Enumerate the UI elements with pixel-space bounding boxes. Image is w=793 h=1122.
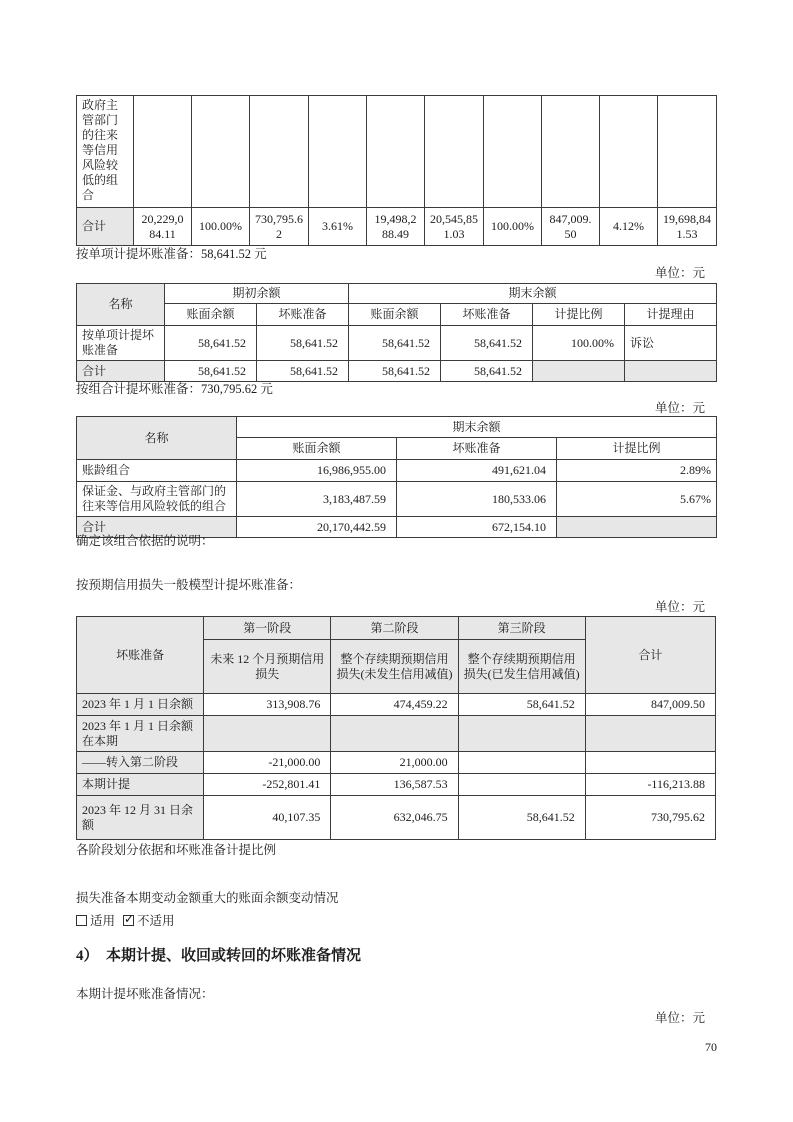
row-label: 2023 年 1 月 1 日余额 — [77, 694, 204, 716]
cell-value: 16,986,955.00 — [237, 460, 397, 482]
cell-value: 4.12% — [600, 208, 658, 246]
checkbox-applicable-label: 适用 — [90, 914, 116, 928]
col-header-ending-balance: 期末余额 — [349, 284, 717, 304]
cell-value: 100.00% — [484, 208, 542, 246]
cell-value: 632,046.75 — [331, 796, 458, 840]
table-header-row — [77, 417, 717, 438]
section-heading — [76, 944, 361, 965]
cell-value: 847,009.50 — [542, 208, 600, 246]
col-header-bad-debt-provision: 坏账准备 — [397, 438, 557, 460]
col-header-book-balance: 账面余额 — [349, 304, 441, 326]
cell-value — [585, 752, 715, 774]
col-header-stage3-desc: 整个存续期预期信用损失(已发生信用减值) — [458, 640, 585, 694]
row-label: 按单项计提坏账准备 — [77, 326, 165, 361]
cell-value: -252,801.41 — [204, 774, 331, 796]
cell-value — [458, 774, 585, 796]
note-portfolio-provision: 按组合计提坏账准备：730,795.62 元 — [76, 382, 273, 396]
col-header-book-balance: 账面余额 — [165, 304, 257, 326]
row-label: 合计 — [77, 208, 134, 246]
table-row-total — [77, 361, 717, 382]
cell-value: 2.89% — [557, 460, 717, 482]
cell-value: 847,009.50 — [585, 694, 715, 716]
col-header-provision-ratio: 计提比例 — [533, 304, 625, 326]
cell-value: 20,545,851.03 — [425, 208, 484, 246]
cell-value — [331, 716, 458, 752]
row-label: 账龄组合 — [77, 460, 237, 482]
portfolio-provision-table — [76, 416, 717, 538]
note-stage-basis: 各阶段划分依据和坏账准备计提比例 — [76, 843, 277, 857]
table-row — [77, 694, 716, 716]
table-row — [77, 482, 717, 517]
cell-value: 474,459.22 — [331, 694, 458, 716]
col-header-provision-reason: 计提理由 — [625, 304, 717, 326]
cell-value: 58,641.52 — [441, 326, 533, 361]
col-header-bad-debt-provision: 坏账准备 — [257, 304, 349, 326]
cell-value: 672,154.10 — [397, 517, 557, 538]
cell-value: 313,908.76 — [204, 694, 331, 716]
cell-value — [367, 96, 425, 208]
table-row-total — [77, 208, 717, 246]
row-label: 本期计提 — [77, 774, 204, 796]
col-header-bad-debt-provision: 坏账准备 — [441, 304, 533, 326]
individual-provision-table — [76, 283, 717, 382]
unit-label: 单位：元 — [654, 401, 705, 415]
section-title: 本期计提、收回或转回的坏账准备情况 — [106, 948, 362, 964]
row-label: 合计 — [77, 361, 165, 382]
col-header-book-balance: 账面余额 — [237, 438, 397, 460]
cell-value — [542, 96, 600, 208]
table-row — [77, 796, 716, 840]
cell-value: -21,000.00 — [204, 752, 331, 774]
col-header-ending-balance: 期末余额 — [237, 417, 717, 438]
cell-value: 58,641.52 — [458, 796, 585, 840]
cell-value — [600, 96, 658, 208]
col-header-stage1: 第一阶段 — [204, 617, 331, 640]
ecl-stage-table — [76, 616, 716, 840]
cell-value — [557, 517, 717, 538]
row-label: 合计 — [77, 517, 237, 538]
table-header-row — [77, 284, 717, 304]
cell-value: 58,641.52 — [441, 361, 533, 382]
table-row — [77, 774, 716, 796]
applicability-row — [76, 911, 175, 929]
cell-value: 730,795.62 — [250, 208, 309, 246]
cell-value: 100.00% — [192, 208, 250, 246]
cell-value: 19,698,841.53 — [658, 208, 717, 246]
table-row — [77, 96, 717, 208]
cell-value: 491,621.04 — [397, 460, 557, 482]
row-label: 2023 年 12 月 31 日余额 — [77, 796, 204, 840]
cell-value: 58,641.52 — [458, 694, 585, 716]
cell-value — [309, 96, 367, 208]
table-row — [77, 752, 716, 774]
col-header-stage2: 第二阶段 — [331, 617, 458, 640]
cell-value: -116,213.88 — [585, 774, 715, 796]
cell-value — [533, 361, 625, 382]
col-header-total: 合计 — [585, 617, 715, 694]
col-header-initial-balance: 期初余额 — [165, 284, 349, 304]
row-label: 2023 年 1 月 1 日余额在本期 — [77, 716, 204, 752]
cell-value: 20,229,084.11 — [134, 208, 192, 246]
cell-value: 40,107.35 — [204, 796, 331, 840]
checkbox-not-applicable-label: 不适用 — [137, 914, 175, 928]
col-header-name: 名称 — [77, 284, 165, 326]
cell-value: 730,795.62 — [585, 796, 715, 840]
cell-value: 58,641.52 — [349, 326, 441, 361]
cell-value — [204, 716, 331, 752]
row-label: ——转入第二阶段 — [77, 752, 204, 774]
cell-value — [134, 96, 192, 208]
cell-value — [192, 96, 250, 208]
carryover-table — [76, 95, 717, 246]
table-row — [77, 716, 716, 752]
cell-value: 20,170,442.59 — [237, 517, 397, 538]
note-current-provision: 本期计提坏账准备情况： — [76, 987, 214, 1001]
cell-value — [625, 361, 717, 382]
col-header-bad-debt-provision: 坏账准备 — [77, 617, 204, 694]
row-label: 保证金、与政府主管部门的往来等信用风险较低的组合 — [77, 482, 237, 517]
cell-value: 3.61% — [309, 208, 367, 246]
table-row — [77, 460, 717, 482]
cell-value: 诉讼 — [625, 326, 717, 361]
cell-value: 5.67% — [557, 482, 717, 517]
unit-label: 单位：元 — [654, 600, 705, 614]
note-portfolio-basis: 确定该组合依据的说明： — [76, 534, 214, 548]
cell-value — [458, 716, 585, 752]
row-label: 政府主管部门的往来等信用风险较低的组合 — [77, 96, 134, 208]
cell-value: 180,533.06 — [397, 482, 557, 517]
col-header-stage2-desc: 整个存续期预期信用损失(未发生信用减值) — [331, 640, 458, 694]
cell-value: 58,641.52 — [165, 326, 257, 361]
cell-value: 19,498,288.49 — [367, 208, 425, 246]
col-header-name: 名称 — [77, 417, 237, 460]
cell-value: 58,641.52 — [257, 361, 349, 382]
note-single-item-provision: 按单项计提坏账准备：58,641.52 元 — [76, 247, 267, 261]
col-header-provision-ratio: 计提比例 — [557, 438, 717, 460]
col-header-stage1-desc: 未来 12 个月预期信用损失 — [204, 640, 331, 694]
cell-value — [658, 96, 717, 208]
note-material-change: 损失准备本期变动金额重大的账面余额变动情况 — [76, 891, 339, 905]
unit-label: 单位：元 — [654, 1011, 705, 1025]
cell-value: 58,641.52 — [349, 361, 441, 382]
cell-value — [484, 96, 542, 208]
cell-value — [425, 96, 484, 208]
cell-value: 58,641.52 — [257, 326, 349, 361]
cell-value — [458, 752, 585, 774]
table-subheader-row — [77, 304, 717, 326]
unit-label: 单位：元 — [654, 266, 705, 280]
note-ecl-model: 按预期信用损失一般模型计提坏账准备： — [76, 578, 302, 592]
checkbox-not-applicable[interactable] — [123, 915, 134, 926]
cell-value — [250, 96, 309, 208]
cell-value: 21,000.00 — [331, 752, 458, 774]
table-row — [77, 326, 717, 361]
table-header-row — [77, 617, 716, 640]
cell-value: 58,641.52 — [165, 361, 257, 382]
cell-value — [585, 716, 715, 752]
cell-value: 136,587.53 — [331, 774, 458, 796]
page-number: 70 — [705, 1040, 717, 1054]
col-header-stage3: 第三阶段 — [458, 617, 585, 640]
checkbox-applicable[interactable] — [76, 915, 87, 926]
cell-value: 100.00% — [533, 326, 625, 361]
cell-value: 3,183,487.59 — [237, 482, 397, 517]
section-number: 4） — [76, 948, 99, 964]
